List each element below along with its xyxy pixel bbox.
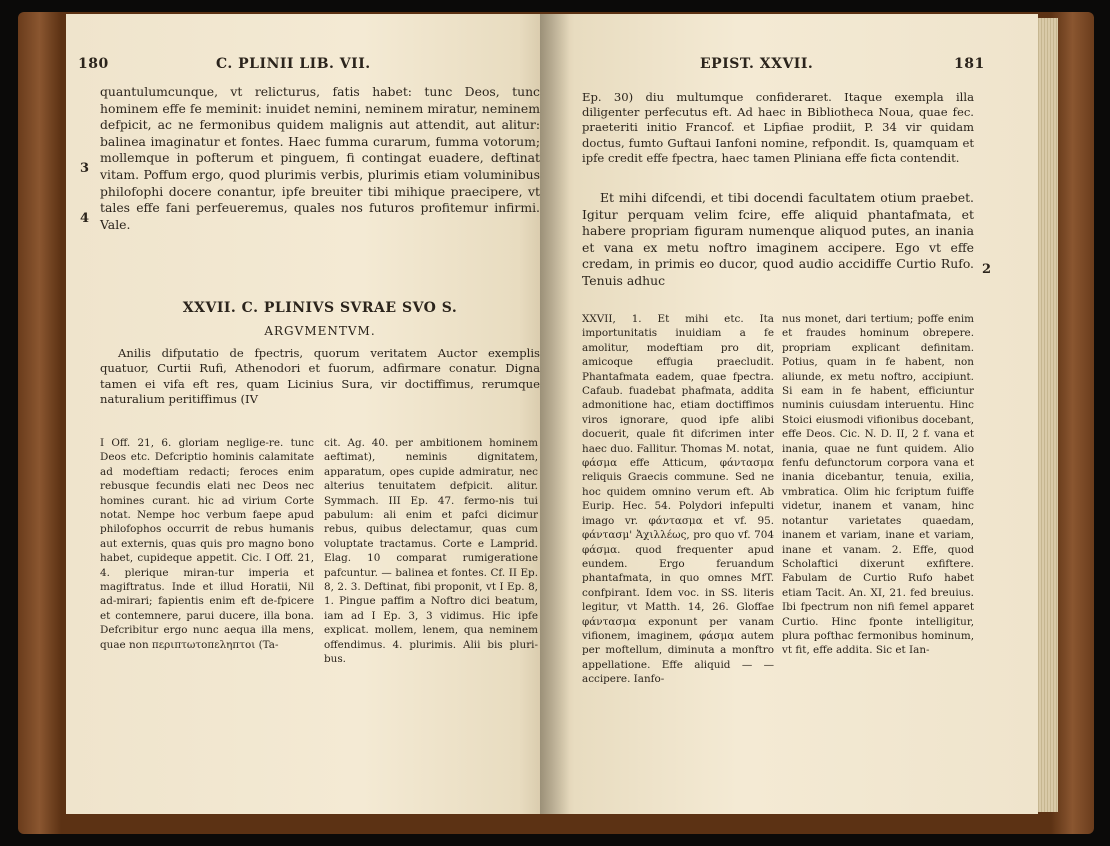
- notes-column-right-1: XXVII, 1. Et mihi etc. Ita importunitatis inuidiam a fe amolitur, modeftiam pro dit, amicoque effugia praecludit. Phantafmata eadem, quae fpectra. Cafaub. fuadebat phafmata, addita admonitione hac, etiam doctiffimos viros ignorare, quod ipfe alibi docuerit, quale fit difcrimen inter haec duo. Fallitur. Thomas M. notat, φάσμα effe Atticum, φάντασμα reliquis Graecis commune. Sed ne hoc quidem omnino verum eft. Ab Eurip. Hec. 54. Polydori infepulti imago vr. φάντασμα et vf. 95. φάντασμ' Ἀχιλλέως, pro quo vf. 704 φάσμα. quod frequenter apud eundem. Ergo feruandum phantafmata, in quo omnes MfT. confpirant. Idem voc. in SS. literis legitur, vt Matth. 14, 26. Gloffae φάντασμα exponunt per vanam vifionem, imaginem, φάσμα autem per moftellum, diminuta a monftro appellatione. Effe aliquid — — accipere. Ianfo-: [582, 313, 774, 686]
- notes-column-left-2: cit. Ag. 40. per ambitionem hominem aeftimat), neminis dignitatem, apparatum, opes cupide admiratur, nec alterius tenuitatem defpicit. alitur. Symmach. III Ep. 47. fermo-nis tui pabulum: ali enim et pafci dicimur rebus, quibus delectamur, quas cum voluptate tractamus. Corte e Lamprid. Elag. 10 comparat rumigeratione pafcuntur. — balinea et fontes. Cf. II Ep. 8, 2. 3. Deftinat, fibi proponit, vt I Ep. 8, 1. Pingue paffim a Noftro dici beatum, iam ad I Ep. 3, 3 vidimus. Hic ipfe explicat. mollem, lenem, qua neminem offendimus. 4. plurimis. Alii bis pluri-bus.: [324, 437, 538, 666]
- book-gutter: [540, 14, 570, 814]
- right-page: [540, 14, 1038, 814]
- letter-text-left: quantulumcunque, vt relicturus, fatis habet: tunc Deos, tunc hominem effe fe meminit: inuidet nemini, neminem miratur, neminem defpicit, ac ne fermonibus quidem malignis aut attendit, aut alitur: balinea imaginatur et fontes. Haec fumma curarum, fumma votorum; mollemque in pofterum et pinguem, fi contingat euadere, deftinat vitam. Poffum ergo, quod plurimis verbis, plurimis etiam voluminibus philofophi docere conantur, ipfe breuiter tibi mihique praecipere, vt tales effe fani perfeueremus, quales nos futuros profitemur infirmi. Vale.: [100, 84, 540, 232]
- margin-number-3: 3: [80, 161, 90, 176]
- margin-number-2: 2: [982, 262, 992, 277]
- argument-heading: ARGVMENTVM.: [264, 324, 376, 338]
- left-page-number: 180: [78, 56, 109, 72]
- letter-text-right: Et mihi difcendi, et tibi docendi facultatem otium praebet. Igitur perquam velim fcire, effe aliquid phantafmata, et habere propriam figuram numenque aliquod putes, an inania et vana ex metu noftro imaginem accipere. Ego vt effe credam, in primis eo ducor, quod audio accidiffe Curtio Rufo. Tenuis adhuc: [582, 190, 974, 288]
- letter-title: XXVII. C. PLINIVS SVRAE SVO S.: [182, 300, 458, 316]
- margin-number-4: 4: [80, 211, 90, 226]
- argument-text: Anilis difputatio de fpectris, quorum veritatem Auctor exemplis quatuor, Curtii Rufi, Athenodori et fuorum, adfirmare conatur. Digna tamen ei vifa eft res, quam Licinius Sura, vir doctiffimus, rerumque naturalium peritiffimus (IV: [100, 346, 540, 407]
- left-page: [66, 14, 558, 814]
- right-running-head: EPIST. XXVII.: [700, 56, 814, 72]
- notes-column-right-2: nus monet, dari tertium; poffe enim et fraudes hominum obrepere. propriam explicant definitam. Potius, quam in fe habent, non aliunde, ex metu noftro, accipiunt. Si eam in fe habent, efficiuntur numinis cuiusdam interuentu. Hinc Stoici eiusmodi vifionibus docebant, effe Deos. Cic. N. D. II, 2 f. vana et inania, quae ne funt quidem. Alio fenfu defunctorum corpora vana et inania dicebantur, tenuia, exilia, vmbratica. Olim hic fcriptum fuiffe videtur, inanem et vanam, hinc notantur varietates quaedam, inanem et variam, inane et variam, inane et vanam. 2. Effe, quod Scholaftici dixerunt exfiftere. Fabulam de Curtio Rufo habet etiam Tacit. An. XI, 21. fed breuius. Ibi fpectrum non nifi femel apparet Curtio. Hinc fponte intelligitur, plura pofthac fermonibus hominum, vt fit, effe addita. Sic et Ian-: [782, 313, 974, 657]
- left-running-head: C. PLINII LIB. VII.: [216, 56, 371, 72]
- top-note: Ep. 30) diu multumque confideraret. Itaque exempla illa diligenter perfecutus eft. Ad haec in Bibliotheca Noua, quae fec. praeteriti initio Francof. et Lipfiae prodiit, P. 34 vir quidam doctus, fumto Guftaui Ianfoni nomine, refpondit. Is, quamquam et ipfe credit effe fpectra, haec tamen Pliniana effe ficta contendit.: [582, 90, 974, 165]
- right-page-number: 181: [954, 56, 985, 72]
- notes-column-left-1: I Off. 21, 6. gloriam neglige-re. tunc Deos etc. Defcriptio hominis calamitate ad modeftiam redacti; feroces enim rebusque fecundis elati nec Deos nec homines curant. hic ad virium Corte notat. Nempe hoc verbum faepe apud philofophos occurrit de rebus humanis aut externis, quas quis pro magno bono habet, cupideque appetit. Cic. I Off. 21, 4. plerique miran-tur imperia et magiftratus. Inde et illud Horatii, Nil ad-mirari; fapientis enim eft de-fpicere et contemnere, parui ducere, illa bona. Defcribitur ergo nunc aequa illa mens, quae non περιπτωτοπεληπτοι (Ta-: [100, 437, 314, 651]
